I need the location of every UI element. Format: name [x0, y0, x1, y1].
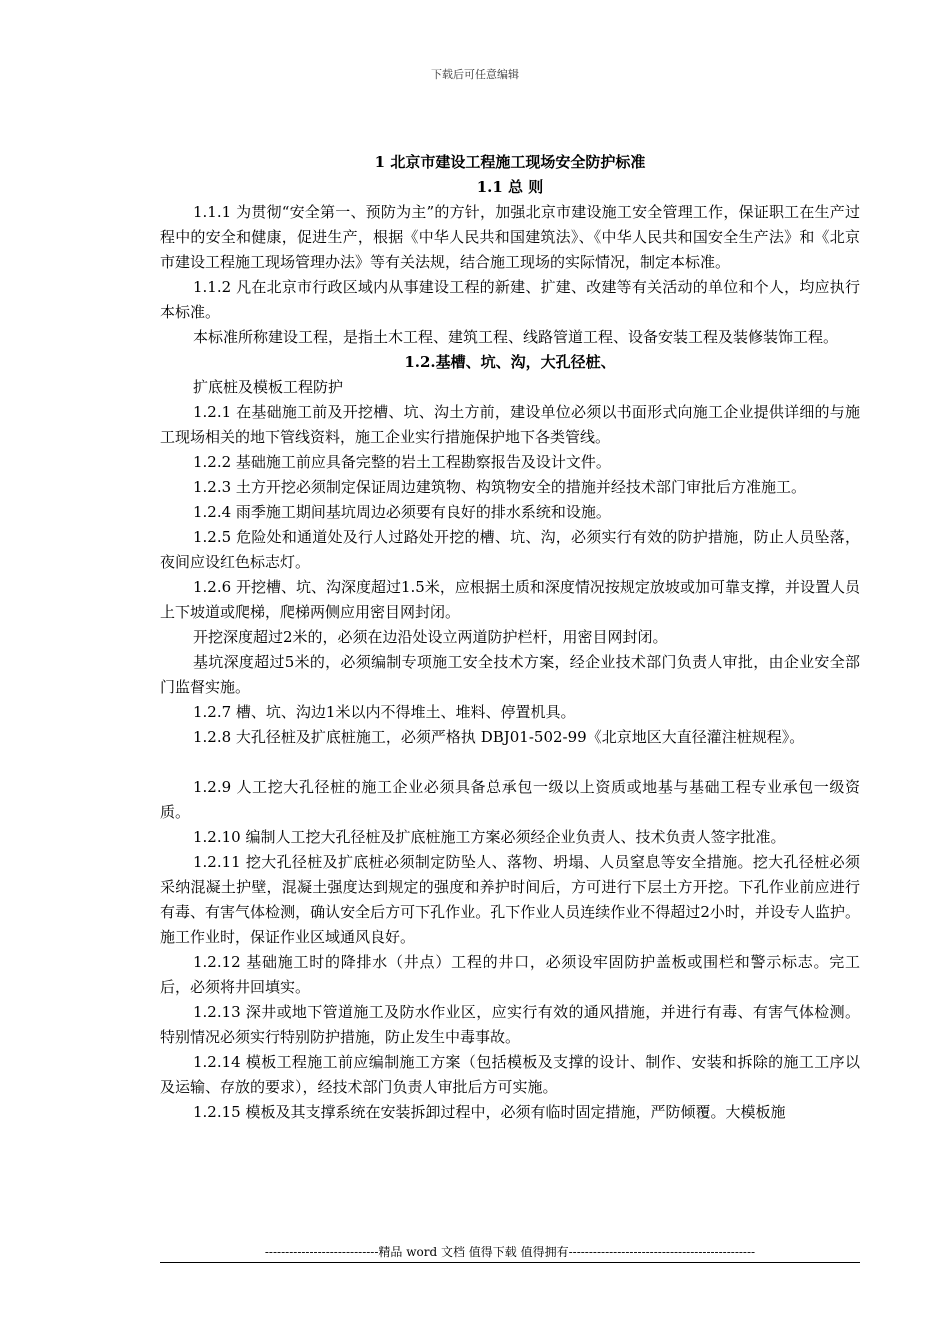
paragraph: 1.2.1 在基础施工前及开挖槽、坑、沟土方前，建设单位必须以书面形式向施工企业提供详细的与施工现场相关的地下管线资料，施工企业实行措施保护地下各类管线。: [160, 403, 860, 446]
footer-text: ----------------------------精品 word 文档 值得下载 值得拥有----------------------------------------------: [264, 1245, 756, 1259]
document-body: [160, 150, 860, 1125]
paragraph: 1.2.5 危险处和通道处及行人过路处开挖的槽、坑、沟，必须实行有效的防护措施，防止人员坠落，夜间应设红色标志灯。: [160, 528, 860, 571]
paragraph: 1.2.10 编制人工挖大孔径桩及扩底桩施工方案必须经企业负责人、技术负责人签字批准。: [193, 828, 786, 846]
paragraph: 1.2.15 模板及其支撑系统在安装拆卸过程中，必须有临时固定措施，严防倾覆。大模板施: [193, 1103, 786, 1121]
blank-line: [160, 750, 860, 775]
paragraph: 1.1.1 为贯彻“安全第一、预防为主”的方针，加强北京市建设施工安全管理工作，保证职工在生产过程中的安全和健康，促进生产，根据《中华人民共和国建筑法》、《中华人民共和国安全生产法》和《北京市建设工程施工现场管理办法》等有关法规，结合施工现场的实际情况，制定本标准。: [160, 203, 860, 271]
paragraph: 1.2.7 槽、坑、沟边1米以内不得堆土、堆料、停置机具。: [193, 703, 576, 721]
paragraph: 1.2.8 大孔径桩及扩底桩施工，必须严格执 DBJ01-502-99《北京地区大直径灌注桩规程》。: [193, 728, 805, 746]
paragraph: 本标准所称建设工程，是指土木工程、建筑工程、线路管道工程、设备安装工程及装修装饰工程。: [193, 328, 839, 346]
paragraph: 1.2.13 深井或地下管道施工及防水作业区，应实行有效的通风措施，并进行有毒、有害气体检测。特别情况必须实行特别防护措施，防止发生中毒事故。: [160, 1003, 860, 1046]
paragraph: 1.2.9 人工挖大孔径桩的施工企业必须具备总承包一级以上资质或地基与基础工程专业承包一级资质。: [160, 778, 860, 821]
paragraph: 1.2.3 土方开挖必须制定保证周边建筑物、构筑物安全的措施并经技术部门审批后方准施工。: [193, 478, 806, 496]
paragraph: 1.2.11 挖大孔径桩及扩底桩必须制定防坠人、落物、坍塌、人员窒息等安全措施。挖大孔径桩必须采纳混凝土护壁，混凝土强度达到规定的强度和养护时间后，方可进行下层土方开挖。下孔作业前应进行有毒、有害气体检测，确认安全后方可下孔作业。孔下作业人员连续作业不得超过2小时，并设专人监护。施工作业时，保证作业区域通风良好。: [160, 853, 860, 946]
section-2-subheading: 扩底桩及模板工程防护: [193, 378, 344, 396]
paragraph: 1.1.2 凡在北京市行政区域内从事建设工程的新建、扩建、改建等有关活动的单位和个人，均应执行本标准。: [160, 278, 860, 321]
paragraph: 1.2.14 模板工程施工前应编制施工方案（包括模板及支撑的设计、制作、安装和拆除的施工工序以及运输、存放的要求），经技术部门负责人审批后方可实施。: [160, 1053, 860, 1096]
header-note: 下载后可任意编辑: [431, 68, 519, 81]
paragraph: 开挖深度超过2米的，必须在边沿处设立两道防护栏杆，用密目网封闭。: [193, 628, 668, 646]
footer-rule: [160, 1262, 860, 1263]
document-title: 1 北京市建设工程施工现场安全防护标准: [374, 153, 646, 171]
paragraph: 1.2.12 基础施工时的降排水（井点）工程的井口，必须设牢固防护盖板或围栏和警示标志。完工后，必须将井回填实。: [160, 953, 860, 996]
paragraph: 1.2.6 开挖槽、坑、沟深度超过1.5米，应根据土质和深度情况按规定放坡或加可靠支撑，并设置人员上下坡道或爬梯，爬梯两侧应用密目网封闭。: [160, 578, 860, 621]
section-1-heading: 1.1 总 则: [476, 178, 544, 196]
paragraph: 基坑深度超过5米的，必须编制专项施工安全技术方案，经企业技术部门负责人审批，由企业安全部门监督实施。: [160, 653, 860, 696]
section-2-heading: 1.2.基槽、坑、沟，大孔径桩、: [404, 353, 616, 371]
paragraph: 1.2.4 雨季施工期间基坑周边必须要有良好的排水系统和设施。: [193, 503, 611, 521]
paragraph: 1.2.2 基础施工前应具备完整的岩土工程勘察报告及设计文件。: [193, 453, 611, 471]
